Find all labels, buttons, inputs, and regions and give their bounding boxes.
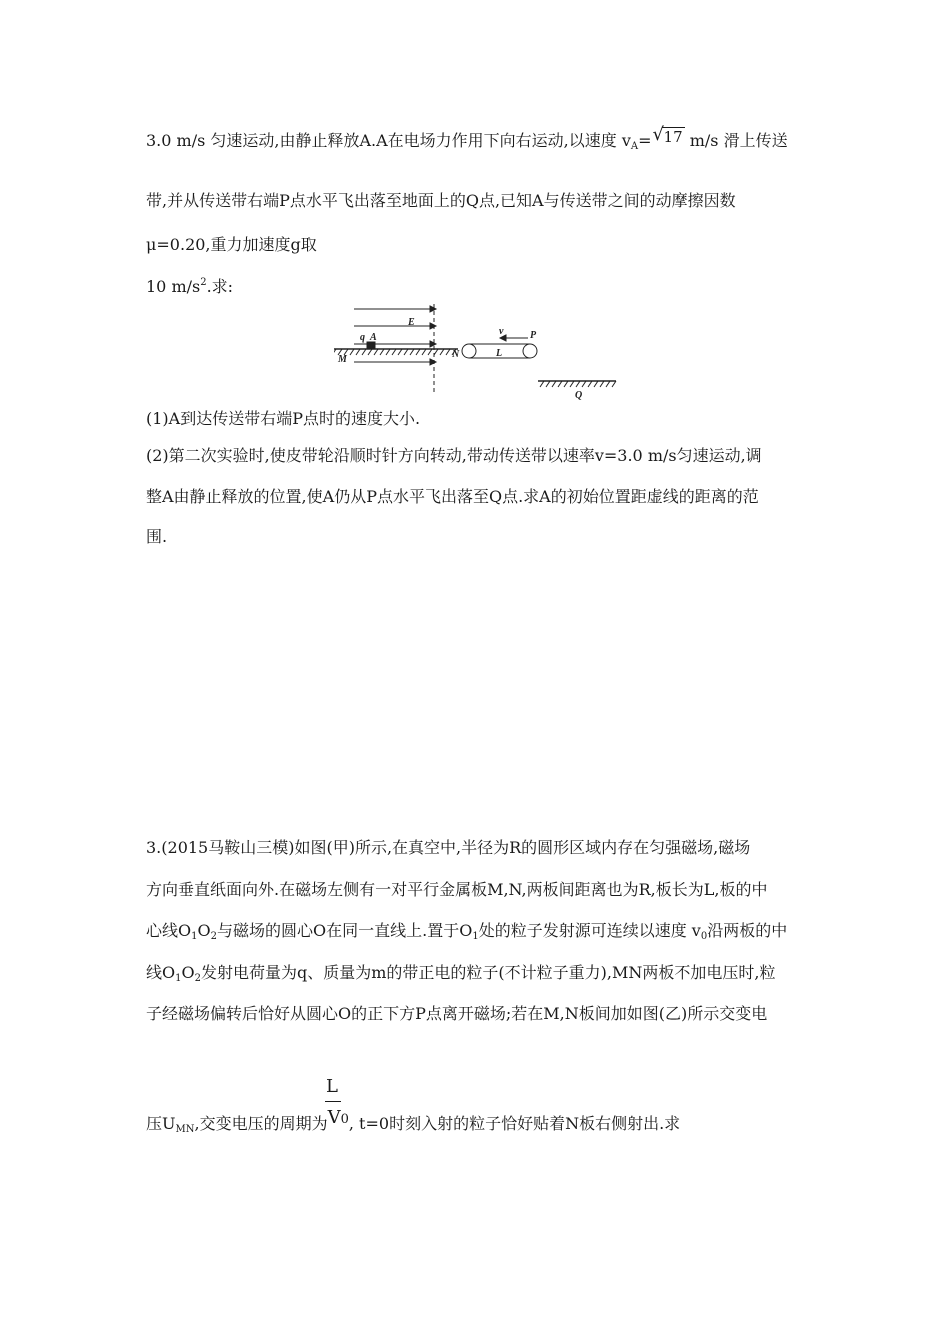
superscript: 2 [200, 277, 207, 288]
sub-question-1: (1)A到达传送带右端P点时的速度大小. [146, 409, 421, 428]
text-segment: 压U [146, 1114, 176, 1133]
label-m: M [338, 354, 347, 365]
subscript: 2 [194, 973, 201, 984]
text-segment: V [327, 1107, 341, 1128]
problem-text-line: 带,并从传送带右端P点水平飞出落至地面上的Q点,已知A与传送带之间的动摩擦因数 [146, 191, 736, 210]
hatch [392, 349, 396, 355]
text-segment: 10 m/s [146, 277, 201, 296]
text-segment: 3.0 m/s 匀速运动,由静止释放A.A在电场力作用下向右运动,以速度 v [146, 131, 631, 150]
hatch [546, 381, 550, 387]
hatch [380, 349, 384, 355]
subscript: 1 [191, 931, 198, 942]
sub-question-2-line: (2)第二次实验时,使皮带轮沿顺时针方向转动,带动传送带以速率v=3.0 m/s匀速运动,调 [146, 446, 762, 465]
text-segment: ,交变电压的周期为 [194, 1114, 328, 1133]
conveyor-belt-figure [334, 304, 624, 404]
sub-question-2-line: 围. [146, 527, 168, 546]
arrow-head-icon [430, 323, 436, 329]
hatch [356, 349, 360, 355]
hatch [334, 349, 336, 355]
text-segment: m/s 滑上传送 [684, 131, 788, 150]
hatch [404, 349, 408, 355]
hatch [570, 381, 574, 387]
text-segment: .求: [206, 277, 234, 296]
hatch [552, 381, 556, 387]
text-segment: O [181, 963, 195, 982]
problem-3-line: 子经磁场偏转后恰好从圆心O的正下方P点离开磁场;若在M,N板间加如图(乙)所示交变电 [146, 1004, 768, 1023]
subscript: MN [175, 1124, 195, 1135]
radical-icon: √ [652, 124, 665, 145]
equals-sign: = [638, 131, 652, 150]
problem-3-line: 方向垂直纸面向外.在磁场左侧有一对平行金属板M,N,两板间距离也为R,板长为L,板的中 [146, 880, 768, 899]
hatch [564, 381, 568, 387]
label-a: A [370, 332, 377, 343]
left-pulley [462, 344, 476, 358]
hatch [606, 381, 610, 387]
text-segment: 与磁场的圆心O在同一直线上.置于O [217, 921, 473, 940]
label-l: L [496, 348, 503, 359]
fraction-denominator [328, 1107, 349, 1128]
arrow-head-icon [430, 359, 436, 365]
problem-text-line [146, 273, 233, 297]
problem-3-line: 3.(2015马鞍山三模)如图(甲)所示,在真空中,半径为R的圆形区域内存在匀强磁场,磁场 [146, 838, 751, 857]
subscript: 0 [340, 1112, 349, 1127]
hatch [612, 381, 616, 387]
subscript: A [630, 141, 639, 152]
hatch [600, 381, 604, 387]
subscript: 1 [472, 931, 479, 942]
hatch [588, 381, 592, 387]
text-segment: 发射电荷量为q、质量为m的带正电的粒子(不计粒子重力),MN两板不加电压时,粒 [201, 963, 776, 982]
fraction-bar [325, 1101, 341, 1102]
hatch [582, 381, 586, 387]
hatch [398, 349, 402, 355]
arrow-head-icon [430, 341, 436, 347]
subscript: 1 [175, 973, 182, 984]
fraction-numerator: L [326, 1076, 338, 1097]
label-e: E [408, 317, 415, 328]
label-v: v [499, 326, 504, 337]
problem-3-line [146, 921, 787, 947]
text-segment: O [197, 921, 211, 940]
hatch [446, 349, 450, 355]
hatch [368, 349, 372, 355]
label-q: q [360, 332, 365, 343]
hatch [434, 349, 438, 355]
right-pulley [523, 344, 537, 358]
label-n: N [452, 349, 460, 360]
problem-3-line [146, 1107, 681, 1140]
hatch [410, 349, 414, 355]
hatch [422, 349, 426, 355]
hatch [386, 349, 390, 355]
hatch [558, 381, 562, 387]
hatch [576, 381, 580, 387]
hatch [374, 349, 378, 355]
text-segment: 心线O [146, 921, 192, 940]
text-segment: 沿两板的中 [707, 921, 788, 940]
subscript: 0 [700, 931, 708, 942]
problem-text-line: μ=0.20,重力加速度g取 [146, 235, 317, 254]
problem-text-line [146, 124, 788, 157]
hatch [416, 349, 420, 355]
subscript: 2 [210, 931, 217, 942]
arrow-head-icon [430, 306, 436, 312]
text-segment: 处的粒子发射源可连续以速度 v [478, 921, 701, 940]
radicand: 17 [663, 128, 683, 146]
hatch [362, 349, 366, 355]
sub-question-2-line: 整A由静止释放的位置,使A仍从P点水平飞出落至Q点.求A的初始位置距虚线的距离的范 [146, 487, 759, 506]
hatch [594, 381, 598, 387]
text-segment: , t=0时刻入射的粒子恰好贴着N板右侧射出.求 [348, 1114, 681, 1133]
hatch [350, 349, 354, 355]
hatch [540, 381, 544, 387]
hatch [428, 349, 432, 355]
text-segment: 线O [146, 963, 176, 982]
label-p: P [530, 330, 537, 341]
square-root [652, 124, 685, 151]
hatch [440, 349, 444, 355]
problem-3-line [146, 963, 775, 989]
label-q-point: Q [575, 390, 583, 401]
